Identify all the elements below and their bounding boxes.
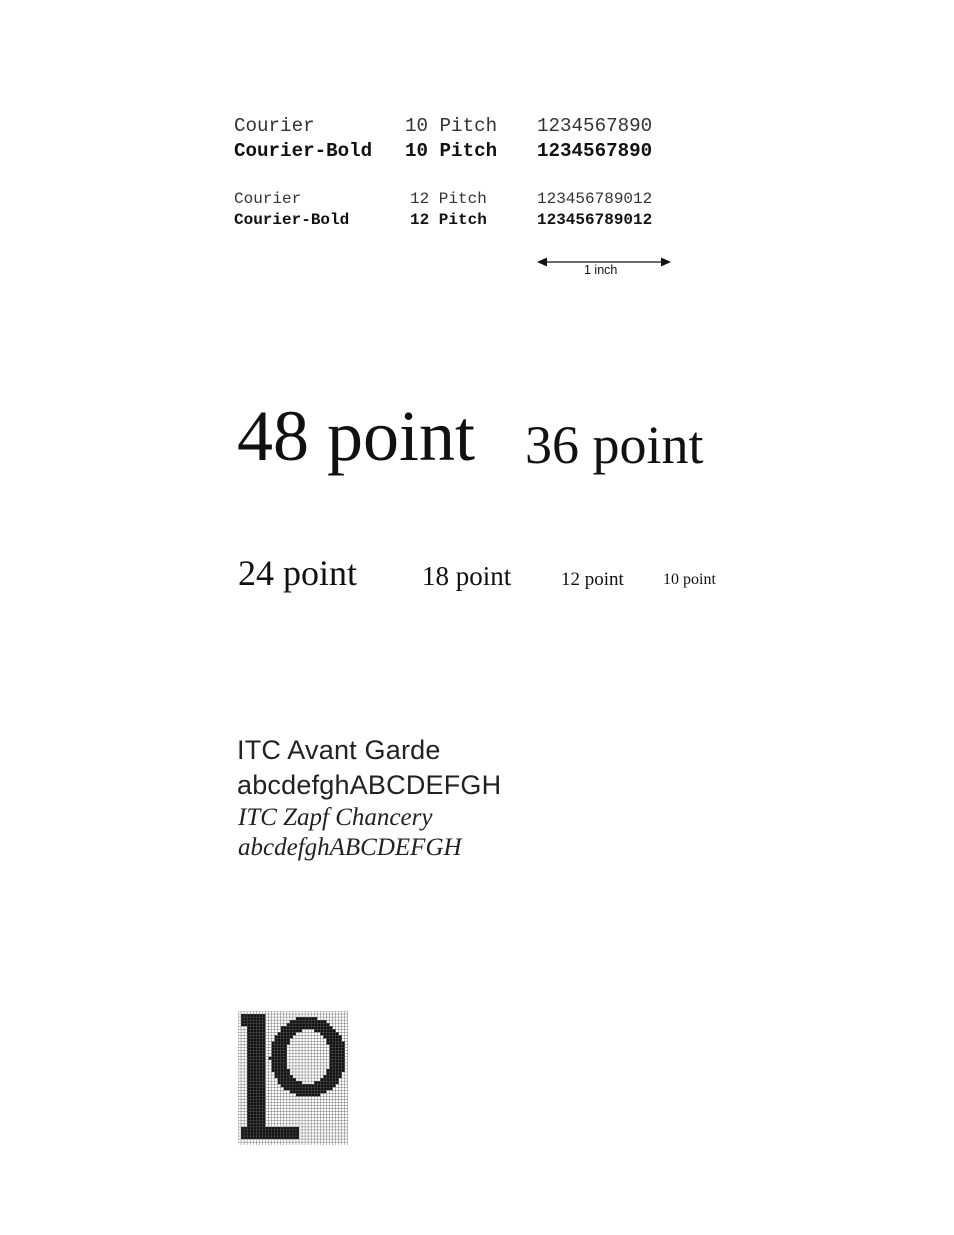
courier-digits: 1234567890 [537,115,653,137]
zapf-chancery-sample: abcdefghABCDEFGH [238,834,462,861]
courier-12-digits: 123456789012 [537,190,653,208]
courier-pitch: 10 Pitch [405,115,498,137]
courier-bold-name: Courier-Bold [234,140,373,162]
sample-24-point: 24 point [238,553,358,593]
courier-12-pitch: 12 Pitch [410,190,487,208]
avant-garde-sample: abcdefghABCDEFGH [237,770,502,800]
sample-36-point: 36 point [525,415,704,475]
courier-bold-pitch: 10 Pitch [405,140,498,162]
sample-12-point: 12 point [561,569,624,590]
zapf-chancery-name: ITC Zapf Chancery [238,804,433,831]
courier-12-name: Courier [234,190,302,208]
sample-18-point: 18 point [422,561,512,591]
sample-10-point: 10 point [663,571,716,588]
sample-48-point: 48 point [237,396,476,476]
avant-garde-name: ITC Avant Garde [237,735,441,765]
courier-bold-12-pitch: 12 Pitch [410,211,487,229]
courier-bold-digits: 1234567890 [537,140,653,162]
courier-bold-12-digits: 123456789012 [537,211,653,229]
courier-name: Courier [234,115,315,137]
courier-bold-12-name: Courier-Bold [234,211,350,229]
bitmap-letter-p-grid [238,1011,348,1145]
ruler-label: 1 inch [584,263,618,277]
